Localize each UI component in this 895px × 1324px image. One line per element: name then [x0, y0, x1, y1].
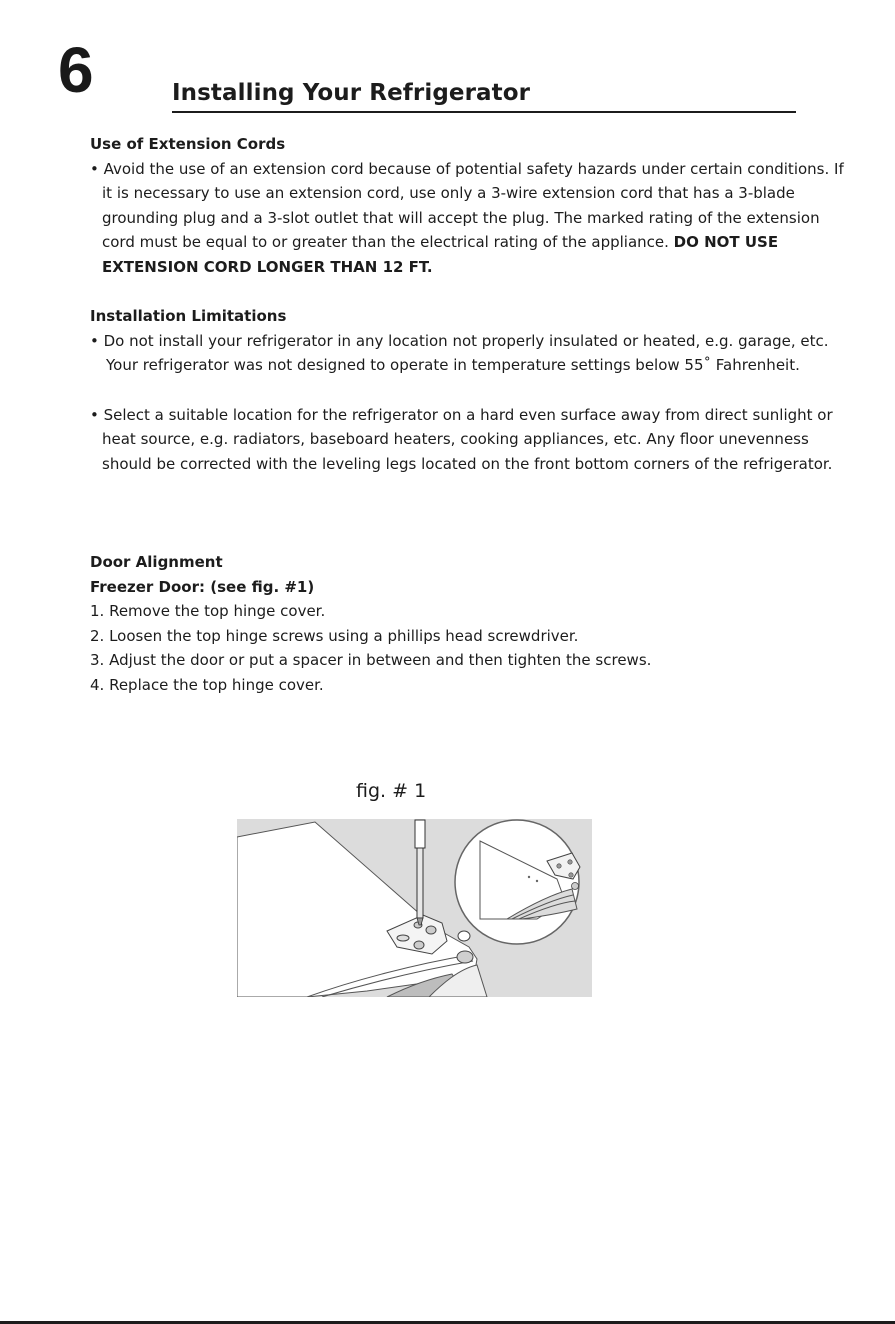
manual-content: [90, 132, 850, 697]
page-title: Installing Your Refrigerator: [172, 80, 531, 106]
title-rule: [172, 111, 796, 113]
installation-limitations-section: [90, 304, 850, 476]
door-step-4: 4. Replace the top hinge cover.: [90, 675, 324, 694]
door-alignment-heading: Door Alignment: [90, 553, 223, 571]
extension-cords-warning: DO NOT USE EXTENSION CORD LONGER THAN 12 FT.: [102, 233, 779, 276]
door-step-2: 2. Loosen the top hinge screws using a phillips head screwdriver.: [90, 626, 579, 645]
door-alignment-section: [90, 550, 850, 697]
door-step-3: 3. Adjust the door or put a spacer in between and then tighten the screws.: [90, 651, 652, 669]
limitation-bullet-location: • Select a suitable location for the refrigerator on a hard even surface away from direct sunlight or heat source, e.g. radiators, baseboard heaters, cooking appliances, etc. Any floor unevenness should be corrected with the leveling legs located on the front bottom corners of the refrigerator.: [90, 405, 833, 473]
page-number: 6: [58, 34, 94, 106]
figure-caption: fig. # 1: [356, 780, 427, 802]
extension-cords-bullet: [90, 157, 850, 280]
extension-cords-text: • Avoid the use of an extension cord because of potential safety hazards under certain conditions. If it is necessary to use an extension cord, use only a 3-wire extension cord that has a 3-blade grounding plug and a 3-slot outlet that will accept the plug. The marked rating of the extension cord must be equal to or greater than the electrical rating of the appliance.: [90, 159, 844, 251]
extension-cords-section: [90, 132, 850, 279]
extension-cords-heading: Use of Extension Cords: [90, 135, 286, 153]
installation-limitations-heading: Installation Limitations: [90, 307, 287, 325]
limitation-bullet-insulation: • Do not install your refrigerator in any location not properly insulated or heated, e.g. garage, etc. Your refrigerator was not designed to operate in temperature settings below 55˚ Fahrenheit.: [90, 331, 829, 374]
hinge-illustration: [237, 819, 592, 997]
freezer-door-subheading: Freezer Door: (see fig. #1): [90, 577, 315, 596]
door-step-1: 1. Remove the top hinge cover.: [90, 602, 326, 620]
